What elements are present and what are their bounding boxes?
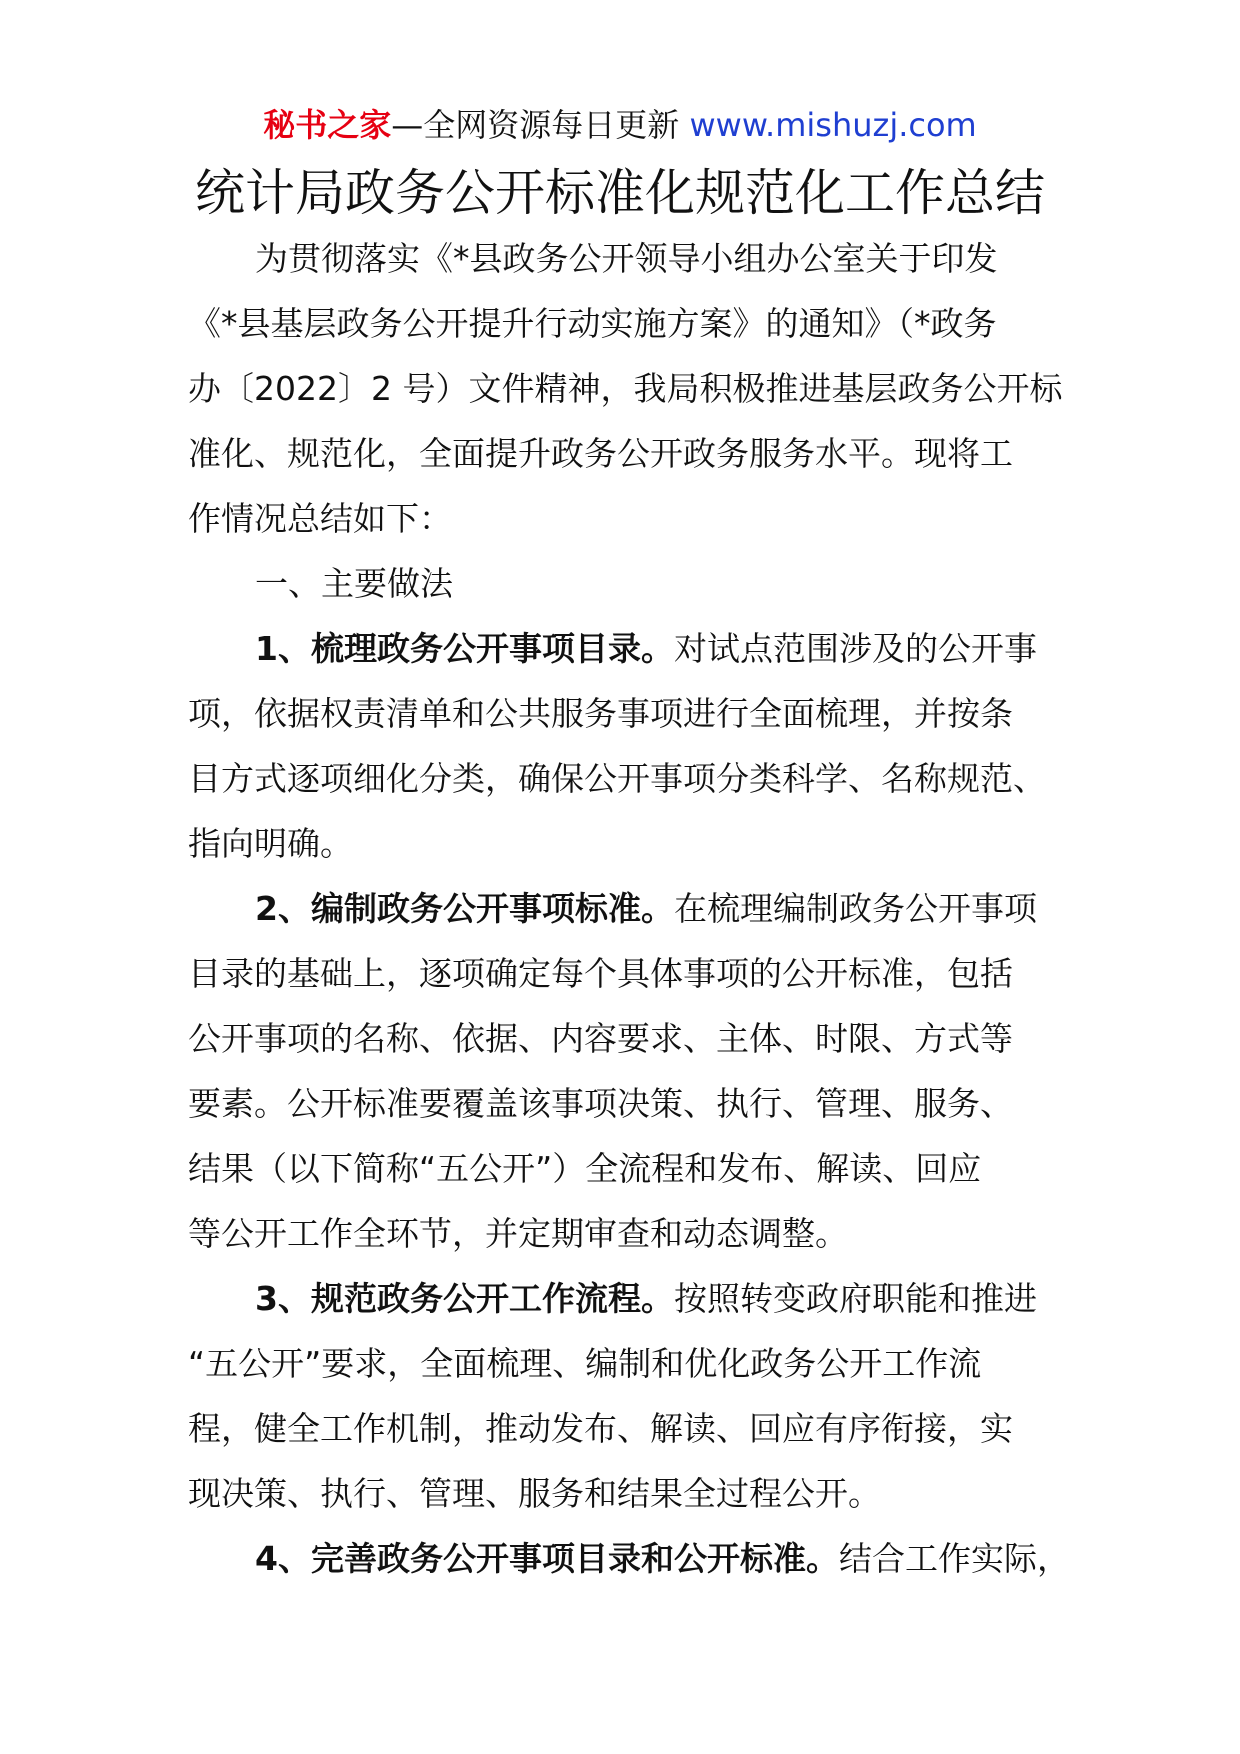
section-heading: 2、编制政务公开事项标准。 xyxy=(255,889,674,928)
body-line xyxy=(188,941,1068,1006)
body-text-span: 现决策、执行、管理、服务和结果全过程公开。 xyxy=(188,1474,881,1513)
body-text-span: 要素。公开标准要覆盖该事项决策、执行、管理、服务、 xyxy=(188,1084,1013,1123)
body-text-span: 项，依据权责清单和公共服务事项进行全面梳理，并按条 xyxy=(188,694,1013,733)
body-text-span: 作情况总结如下： xyxy=(188,499,452,538)
body-line xyxy=(188,1461,1068,1526)
body-text-span: 一、主要做法 xyxy=(255,564,453,603)
body-text-span: 公开事项的名称、依据、内容要求、主体、时限、方式等 xyxy=(188,1019,1013,1058)
body-line xyxy=(188,356,1068,421)
body-line xyxy=(188,421,1068,486)
header-slogan: —全网资源每日更新 xyxy=(391,106,680,144)
body-line xyxy=(188,291,1068,356)
body-line xyxy=(188,1006,1068,1071)
body-line xyxy=(188,616,1068,681)
body-text-span: 结合工作实际， xyxy=(838,1539,1070,1578)
document-body xyxy=(188,226,1068,1591)
body-text-span: 按照转变政府职能和推进 xyxy=(673,1279,1037,1318)
document-title: 统计局政务公开标准化规范化工作总结 xyxy=(195,164,1045,222)
body-text-span: 对试点范围涉及的公开事 xyxy=(673,629,1037,668)
body-line xyxy=(188,1136,1068,1201)
body-text-span: 办〔2022〕2 号）文件精神，我局积极推进基层政务公开标 xyxy=(188,369,1063,408)
brand-name: 秘书之家 xyxy=(263,106,392,144)
body-text-span: 指向明确。 xyxy=(188,824,353,863)
body-text-span: 目方式逐项细化分类，确保公开事项分类科学、名称规范、 xyxy=(188,759,1046,798)
body-line xyxy=(188,226,1068,291)
site-header xyxy=(0,100,1240,150)
body-text-span: 程，健全工作机制，推动发布、解读、回应有序衔接，实 xyxy=(188,1409,1013,1448)
body-text-span: 准化、规范化，全面提升政务公开政务服务水平。现将工 xyxy=(188,434,1013,473)
body-line xyxy=(188,876,1068,941)
body-line xyxy=(188,1266,1068,1331)
section-heading: 4、完善政务公开事项目录和公开标准。 xyxy=(255,1539,839,1578)
body-line xyxy=(188,746,1068,811)
body-line xyxy=(188,811,1068,876)
body-line xyxy=(188,1201,1068,1266)
body-line xyxy=(188,1526,1068,1591)
body-text-span: 结果（以下简称“五公开”）全流程和发布、解读、回应 xyxy=(188,1149,982,1188)
body-text-span: 在梳理编制政务公开事项 xyxy=(673,889,1037,928)
body-line xyxy=(188,551,1068,616)
body-line xyxy=(188,681,1068,746)
body-text-span: 为贯彻落实《*县政务公开领导小组办公室关于印发 xyxy=(255,239,998,278)
body-line xyxy=(188,1396,1068,1461)
body-text-span: 目录的基础上，逐项确定每个具体事项的公开标准，包括 xyxy=(188,954,1013,993)
site-url-link[interactable]: www.mishuzj.com xyxy=(689,106,977,144)
body-text-span: 等公开工作全环节，并定期审查和动态调整。 xyxy=(188,1214,848,1253)
body-line xyxy=(188,1071,1068,1136)
body-line xyxy=(188,1331,1068,1396)
body-text-span: 《*县基层政务公开提升行动实施方案》的通知》（*政务 xyxy=(188,304,997,343)
section-heading: 1、梳理政务公开事项目录。 xyxy=(255,629,674,668)
body-line xyxy=(188,486,1068,551)
section-heading: 3、规范政务公开工作流程。 xyxy=(255,1279,674,1318)
body-text-span: “五公开”要求，全面梳理、编制和优化政务公开工作流 xyxy=(188,1344,982,1383)
